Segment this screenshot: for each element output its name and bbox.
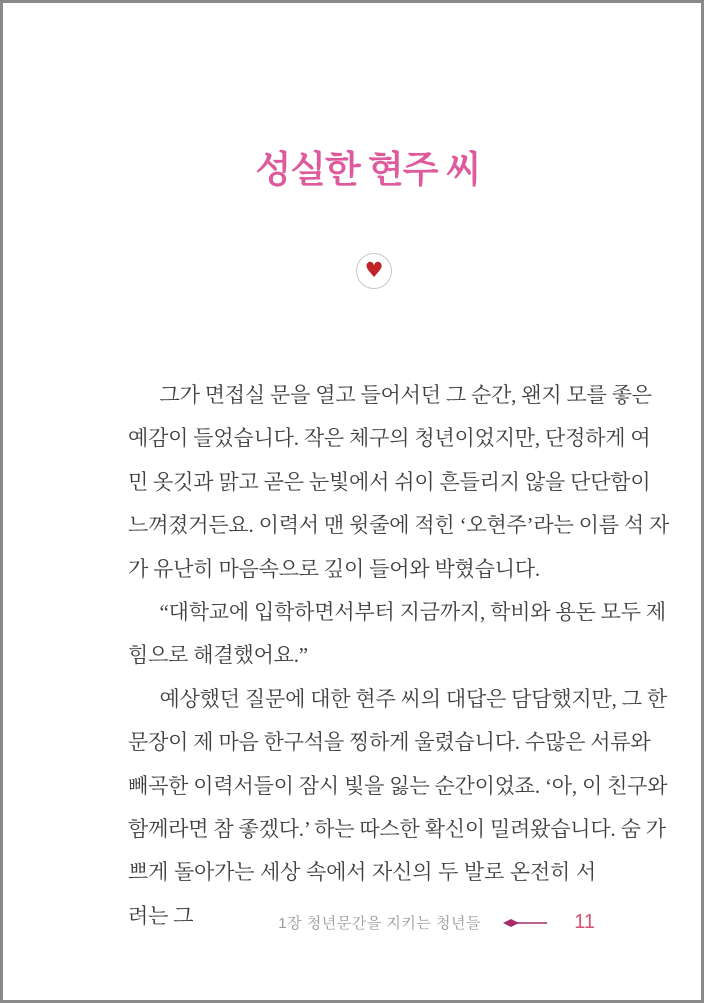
heart-circle [356, 253, 392, 289]
body-text-line: 민 옷깃과 맑고 곧은 눈빛에서 쉬이 흔들리지 않을 단단함이 [128, 469, 651, 494]
page-number: 11 [574, 911, 595, 933]
body-text-line: “대학교에 입학하면서부터 지금까지, 학비와 용돈 모두 제 [159, 599, 666, 624]
body-text-line: 예상했던 질문에 대한 현주 씨의 대답은 담담했지만, 그 한 [159, 686, 667, 711]
page-footer [278, 911, 595, 934]
running-footer-chapter: 1장 청년문간을 지키는 청년들 [278, 915, 481, 932]
body-text-line: 빼곡한 이력서들이 잠시 빛을 잃는 순간이었죠. ‘아, 이 친구와 [128, 773, 668, 798]
body-text-line: 문장이 제 마음 한구석을 찡하게 울렸습니다. 수많은 서류와 [128, 730, 651, 755]
body-text-line: 예감이 들었습니다. 작은 체구의 청년이었지만, 단정하게 여 [128, 426, 651, 451]
story-title: 성실한 현주 씨 [255, 150, 481, 191]
body-text-line: 가 유난히 마음속으로 깊이 들어와 박혔습니다. [128, 556, 540, 581]
body-text-line: 함께라면 참 좋겠다.’ 하는 따스한 확신이 밀려왔습니다. 숨 가 [128, 816, 666, 841]
heart-badge [25, 253, 704, 289]
body-text-line: 쁘게 돌아가는 세상 속에서 자신의 두 발로 온전히 서려는 그 [128, 860, 596, 928]
body-text-line: 힘으로 해결했어요.” [128, 643, 308, 668]
body-text-line: 느껴졌거든요. 이력서 맨 윗줄에 적힌 ‘오현주’라는 이름 석 자 [128, 513, 670, 538]
heart-icon: ♥ [364, 257, 384, 282]
left-arrow-icon [503, 917, 549, 929]
body-text-line: 그가 면접실 문을 열고 들어서던 그 순간, 왠지 모를 좋은 [159, 383, 652, 407]
